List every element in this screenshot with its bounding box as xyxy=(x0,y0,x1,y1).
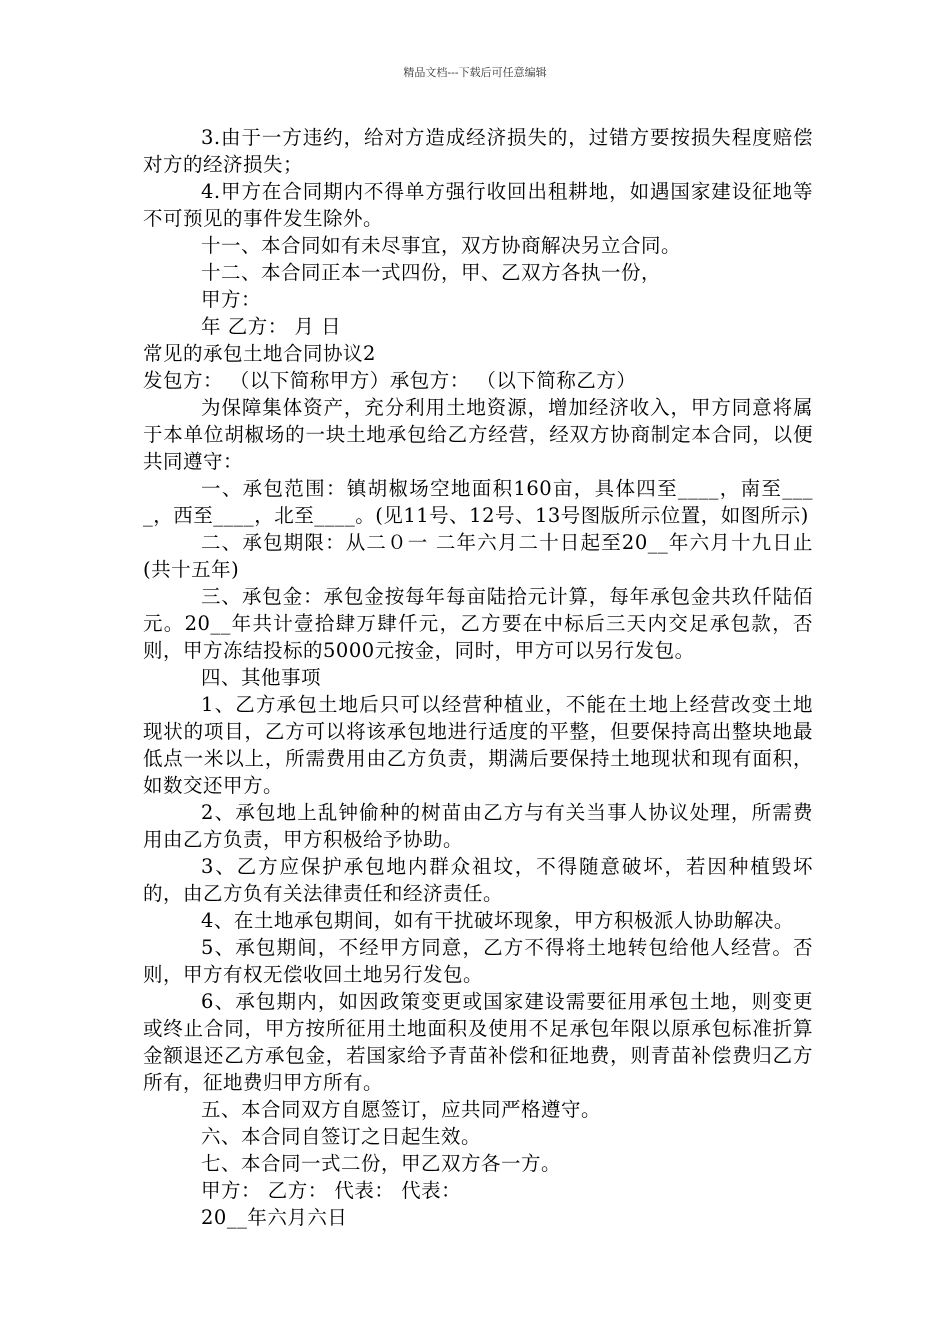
paragraph: 七、本合同一式二份，甲乙双方各一方。 xyxy=(201,1152,562,1175)
paragraph: 二、承包期限：从二０一 二年六月二十日起至20__年六月十九日止(共十五年) xyxy=(143,531,813,581)
document-body xyxy=(143,124,813,1231)
paragraph: 一、承包范围：镇胡椒场空地面积160亩，具体四至____，南至____，西至____，北至____。(见11号、12号、13号图版所示位置，如图所示) xyxy=(143,477,813,527)
signature-date-line: 年 乙方： 月 日 xyxy=(201,315,342,338)
paragraph: 3.由于一方违约，给对方造成经济损失的，过错方要按损失程度赔偿对方的经济损失； xyxy=(143,126,813,176)
paragraph: 十二、本合同正本一式四份，甲、乙双方各执一份， xyxy=(201,261,662,284)
paragraph: 为保障集体资产，充分利用土地资源，增加经济收入，甲方同意将属于本单位胡椒场的一块土地承包给乙方经营，经双方协商制定本合同，以便共同遵守： xyxy=(143,396,813,473)
paragraph: 六、本合同自签订之日起生效。 xyxy=(201,1125,482,1148)
paragraph: 4.甲方在合同期内不得单方强行收回出租耕地，如遇国家建设征地等不可预见的事件发生除外。 xyxy=(143,180,813,230)
paragraph: 十一、本合同如有未尽事宜，双方协商解决另立合同。 xyxy=(201,234,682,257)
paragraph: 5、承包期间，不经甲方同意，乙方不得将土地转包给他人经营。否则，甲方有权无偿收回土地另行发包。 xyxy=(143,936,813,986)
paragraph: 五、本合同双方自愿签订，应共同严格遵守。 xyxy=(201,1098,602,1121)
paragraph: 三、承包金：承包金按每年每亩陆拾元计算，每年承包金共玖仟陆佰元。20__年共计壹拾肆万肆仟元，乙方要在中标后三天内交足承包款，否则，甲方冻结投标的5000元按金，同时，甲方可以另行发包。 xyxy=(143,585,813,662)
section-title: 常见的承包土地合同协议2 xyxy=(143,342,376,365)
page-header: 精品文档---下载后可任意编辑 xyxy=(403,66,547,79)
signature-line-party-a: 甲方： xyxy=(201,288,262,311)
section-heading: 四、其他事项 xyxy=(201,666,322,689)
signature-line: 甲方： 乙方： 代表： 代表： xyxy=(201,1179,462,1202)
paragraph: 4、在土地承包期间，如有干扰破坏现象，甲方积极派人协助解决。 xyxy=(201,909,794,932)
paragraph: 6、承包期内，如因政策变更或国家建设需要征用承包土地，则变更或终止合同，甲方按所征用土地面积及使用不足承包年限以原承包标准折算金额退还乙方承包金，若国家给予青苗补偿和征地费，则青苗补偿费归乙方所有，征地费归甲方所有。 xyxy=(143,990,813,1094)
paragraph: 3、乙方应保护承包地内群众祖坟，不得随意破坏，若因种植毁坏的，由乙方负有关法律责任和经济责任。 xyxy=(143,855,813,905)
parties-line: 发包方： （以下简称甲方）承包方： （以下简称乙方） xyxy=(143,369,637,392)
date-line: 20__年六月六日 xyxy=(201,1206,348,1229)
paragraph: 1、乙方承包土地后只可以经营种植业，不能在土地上经营改变土地现状的项目，乙方可以将该承包地进行适度的平整，但要保持高出整块地最低点一米以上，所需费用由乙方负责，期满后要保持土地现状和现有面积，如数交还甲方。 xyxy=(143,693,813,797)
paragraph: 2、承包地上乱钟偷种的树苗由乙方与有关当事人协议处理，所需费用由乙方负责，甲方积极给予协助。 xyxy=(143,801,813,851)
